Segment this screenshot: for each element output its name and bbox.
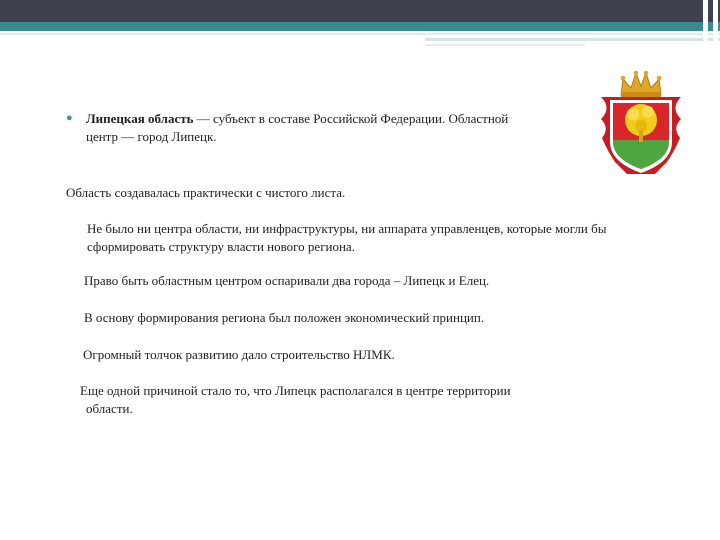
crown-icon xyxy=(621,71,662,97)
paragraph: Огромный толчок развитию дало строительство НЛМК. xyxy=(83,347,395,362)
paragraph: Область создавалась практически с чистого листа. xyxy=(66,185,346,200)
paragraph-line: Еще одной причиной стало то, что Липецк располагался в центре территории xyxy=(80,383,511,398)
region-name: Липецкая область xyxy=(86,111,194,126)
slide-decor-line xyxy=(425,44,585,46)
slide-decor-line xyxy=(425,38,720,41)
paragraph xyxy=(80,382,620,418)
bullet-text-line2: центр — город Липецк. xyxy=(86,129,217,144)
paragraph: В основу формирования региона был положен экономический принцип. xyxy=(84,310,485,325)
lipetsk-coat-of-arms-icon xyxy=(598,70,684,182)
slide-decor-gap xyxy=(703,0,708,46)
slide-decor-gap xyxy=(713,0,718,46)
slide-decor-line xyxy=(0,33,720,35)
bullet-paragraph xyxy=(86,110,598,146)
bullet-text-line1: — субъект в составе Российской Федерации. Областной xyxy=(193,111,509,126)
bullet-dot: ● xyxy=(66,112,73,124)
paragraph: Не было ни центра области, ни инфраструктуры, ни аппарата управленцев, которые могли бы сформировать структуру власти нового региона. xyxy=(87,221,607,254)
slide-teal-band xyxy=(0,22,720,31)
slide-top-bar xyxy=(0,0,720,22)
paragraph-line: области. xyxy=(86,401,133,416)
paragraph: Право быть областным центром оспаривали два города – Липецк и Елец. xyxy=(84,273,490,288)
